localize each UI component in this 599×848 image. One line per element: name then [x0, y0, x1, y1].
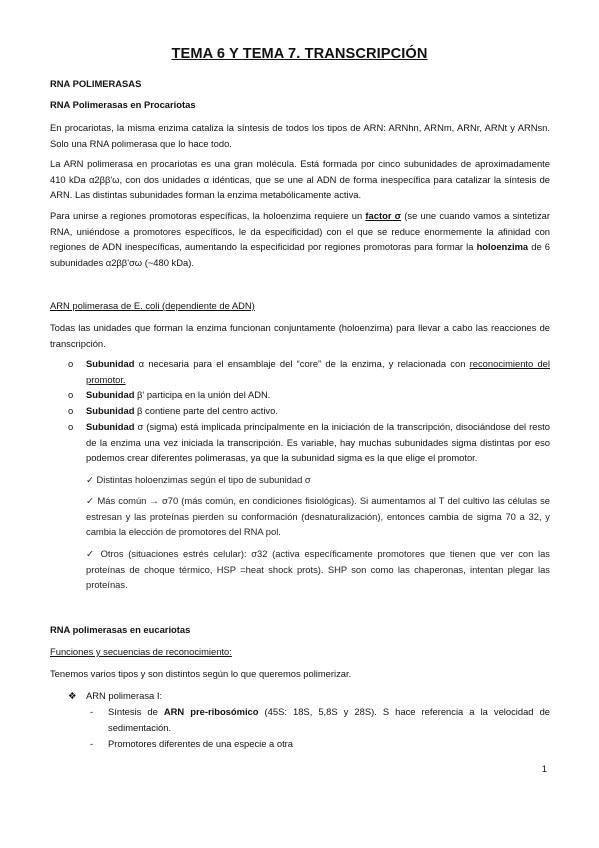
bullet-bold: Subunidad: [86, 358, 135, 369]
bullet-text: β' participa en la unión del ADN.: [134, 389, 271, 400]
bullet-subunidad-sigma: [86, 419, 550, 466]
p3-text-a: Para unirse a regiones promotoras específicas, la holoenzima requiere un: [50, 210, 366, 221]
paragraph-procariotas-2: La ARN polimerasa en procariotas es una gran molécula. Está formada por cinco subunidades de aproximadamente 410 kDa α2ββ'ω, con dos unidades α idénticas, que se une al ADN de forma inespecífica para catalizar la síntesis de ARN. Las distintas subunidades forman la enzima metabólicamente activa.: [50, 158, 550, 201]
paragraph-procariotas-3: [50, 208, 550, 270]
diamond-item-label: ARN polimerasa I:: [86, 690, 163, 701]
heading-eucariotas: RNA polimerasas en eucariotas: [50, 624, 191, 635]
dash-text-c: (45S: 18S, 5,8S y 28S). S hace referencia a la velocidad de sedimentación.: [108, 706, 550, 733]
page-number: 1: [541, 763, 547, 774]
bullet-bold: Subunidad: [86, 389, 135, 400]
dash-bold: ARN pre-ribosómico: [163, 706, 259, 717]
check-item-holoenzimas: ✓ Distintas holoenzimas según el tipo de subunidad σ: [86, 474, 311, 485]
dash-marker: -: [90, 738, 94, 749]
bullet-subunidad-beta-prima: [86, 387, 550, 403]
page-title: TEMA 6 Y TEMA 7. TRANSCRIPCIÓN: [171, 46, 428, 62]
paragraph-ecoli: Todas las unidades que forman la enzima funcionan conjuntamente (holoenzima) para llevar a cabo las reacciones de transcripción.: [50, 322, 550, 349]
heading-rna-polimerasas: RNA POLIMERASAS: [50, 78, 142, 89]
dash-item-promotores: Promotores diferentes de una especie a otra: [108, 738, 294, 749]
bullet-marker: o: [68, 358, 74, 369]
bullet-text: σ (sigma) está implicada principalmente en la iniciación de la transcripción, disociándose del resto de la enzima una vez iniciada la transcripción. Es variable, hay muchas subunidades sigma distintas por eso podemos crear diferentes polimerasas, ya que la subunidad sigma es la que elige el promotor.: [86, 421, 550, 464]
dash-item-sintesis: [108, 704, 550, 735]
check-item-sigma32: ✓ Otros (situaciones estrés celular): σ32 (activa específicamente promotores que tienen que ver con las proteínas de choque térmico, HSP =heat shock prots). SHP son como las chaperonas, intentan plegar las proteínas.: [86, 548, 550, 591]
diamond-bullet-icon: ❖: [68, 690, 77, 701]
p3-text-b: (se une cuando vamos a sintetizar RNA, uniéndose a promotores específicos, le da especificidad) con el que se reduce enormemente la afinidad con regiones de ADN inespecíficas, aumentando la especificidad por regiones promotoras para formar la: [50, 210, 550, 253]
bullet-subunidad-beta: [86, 403, 550, 419]
check-item-sigma70: ✓ Más común → σ70 (más común, en condiciones fisiológicas). Si aumentamos al T del cultivo las células se estresan y las proteínas pierden su conformación (desnaturalización), entonces cambia de sigma 70 a 32, y cambia la elección de promotores del RNA pol.: [86, 495, 550, 538]
bullet-bold: Subunidad: [86, 421, 135, 432]
holoenzima-term: holoenzima: [476, 241, 529, 253]
dash-text-a: Síntesis de: [108, 706, 164, 717]
bullet-marker: o: [68, 389, 74, 400]
bullet-marker: o: [68, 405, 74, 416]
bullet-subunidad-alfa: [86, 356, 550, 387]
paragraph-eucariotas: Tenemos varios tipos y son distintos según lo que queremos polimerizar.: [50, 668, 352, 679]
bullet-text: β contiene parte del centro activo.: [134, 405, 278, 416]
heading-ecoli: ARN polimerasa de E. coli (dependiente de ADN): [50, 300, 255, 311]
factor-sigma: factor σ: [365, 210, 402, 221]
bullet-underline: reconocimiento del promotor.: [86, 358, 550, 385]
bullet-text: α necesaria para el ensamblaje del “core” de la enzima, y relacionada con: [134, 358, 470, 369]
paragraph-procariotas-1: En procariotas, la misma enzima cataliza la síntesis de todos los tipos de ARN: ARNhn, ARNm, ARNr, ARNt y ARNsn. Solo una RNA polimerasa que lo hace todo.: [50, 122, 550, 149]
p3-text-c: de 6 subunidades α2ββ'σω (~480 kDa).: [50, 241, 550, 268]
heading-procariotas: RNA Polimerasas en Procariotas: [50, 99, 196, 110]
heading-funciones: Funciones y secuencias de reconocimiento:: [50, 646, 232, 657]
bullet-bold: Subunidad: [86, 405, 135, 416]
bullet-marker: o: [68, 421, 74, 432]
dash-marker: -: [90, 706, 94, 717]
